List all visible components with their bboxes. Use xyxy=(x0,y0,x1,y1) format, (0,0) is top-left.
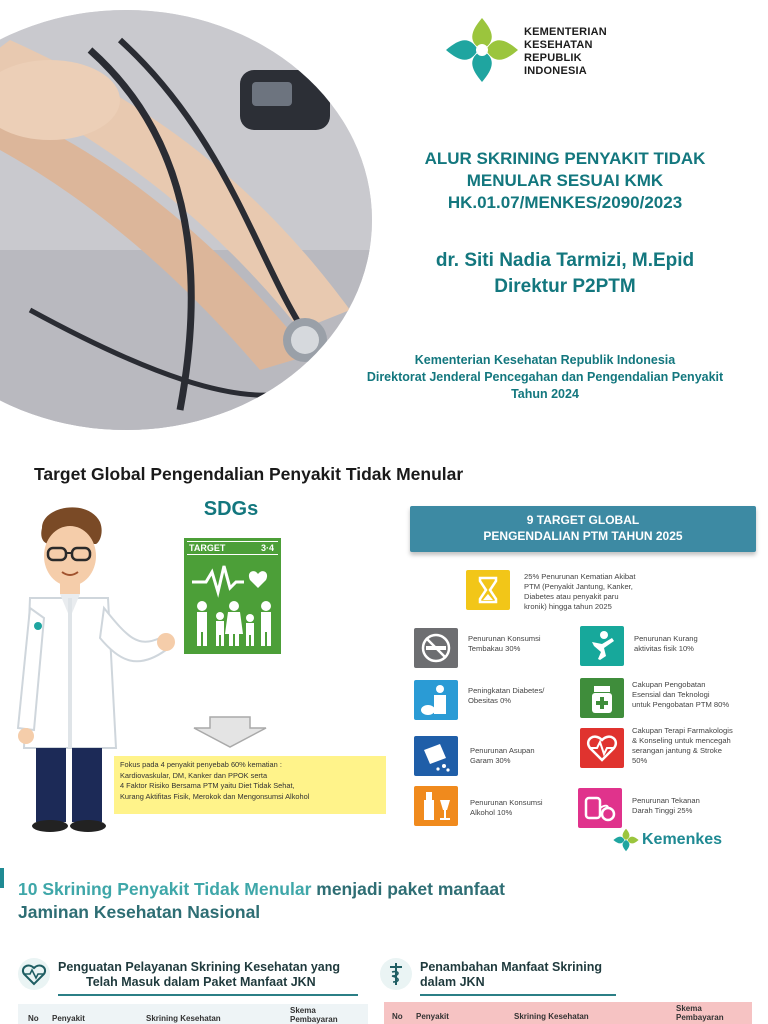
sdgs-label: SDGs xyxy=(203,498,259,520)
title-line: HK.01.07/MENKES/2090/2023 xyxy=(447,193,683,212)
target-line: aktivitas fisik 10% xyxy=(634,644,694,653)
panel-underline xyxy=(420,994,616,996)
target-line: untuk Pengobatan PTM 80% xyxy=(632,700,730,709)
target-text xyxy=(632,726,762,766)
global-target-slide xyxy=(0,446,768,858)
panel-title xyxy=(420,960,602,990)
target-text xyxy=(470,746,570,766)
hourglass-icon xyxy=(466,570,510,610)
target-line: Diabetes atau penyakit paru xyxy=(524,592,619,601)
org-line: Kementerian Kesehatan Republik Indonesia xyxy=(414,353,676,367)
sdg-target-card xyxy=(184,538,281,654)
focus-line: Kurang Aktifitas Fisik, Merokok dan Mengonsumsi Alkohol xyxy=(120,791,310,801)
panel-underline xyxy=(58,994,358,996)
title-line: MENULAR SESUAI KMK xyxy=(466,171,664,190)
logo-wordmark xyxy=(524,26,642,78)
blood-pressure-photo xyxy=(0,10,372,430)
slide-title: Target Global Pengendalian Penyakit Tidak Menular xyxy=(34,464,464,484)
title-line-2: Jaminan Kesehatan Nasional xyxy=(18,902,261,922)
org-line: Direktorat Jenderal Pencegahan dan Pengendalian Penyakit xyxy=(366,370,724,384)
column-header: Penyakit xyxy=(52,1014,85,1023)
target-line: 50% xyxy=(632,756,648,765)
logo-line: REPUBLIK xyxy=(524,52,582,64)
organization-block xyxy=(320,352,768,403)
obesity-icon xyxy=(414,680,458,720)
panel-title-line: Telah Masuk dalam Paket Manfaat JKN xyxy=(86,975,316,989)
column-header: Penyakit xyxy=(416,1012,449,1021)
target-line: Cakupan Pengobatan xyxy=(632,680,706,689)
jkn-screening-slide xyxy=(0,866,768,1024)
column-header: Skrining Kesehatan xyxy=(514,1012,589,1021)
heart-monitor-icon xyxy=(18,958,50,990)
target-line: Tembakau 30% xyxy=(468,644,521,653)
presenter-block xyxy=(360,248,768,300)
panel-title-line: dalam JKN xyxy=(420,975,485,989)
target-text xyxy=(632,680,760,710)
target-line: Alkohol 10% xyxy=(470,808,513,817)
focus-line: Fokus pada 4 penyakit penyebab 60% kematian : xyxy=(120,760,282,769)
no-smoking-icon xyxy=(414,628,458,668)
target-line: Penurunan Asupan xyxy=(470,746,535,755)
presenter-name: dr. Siti Nadia Tarmizi, M.Epid xyxy=(435,250,695,271)
target-line: Penurunan Konsumsi xyxy=(468,634,541,643)
focus-note xyxy=(114,756,386,814)
target-text xyxy=(632,796,742,816)
sdg-target-label: TARGET xyxy=(189,543,226,553)
sdg-target-number: 3·4 xyxy=(260,543,274,553)
medicine-icon xyxy=(580,678,624,718)
logo-line: KESEHATAN xyxy=(524,39,593,51)
target-text xyxy=(524,572,674,612)
title-line: ALUR SKRINING PENYAKIT TIDAK xyxy=(424,149,706,168)
banner-line: PENGENDALIAN PTM TAHUN 2025 xyxy=(483,529,683,543)
target-line: serangan jantung & Stroke xyxy=(632,746,722,755)
logo-line: INDONESIA xyxy=(524,65,587,77)
target-line: 25% Penurunan Kematian Akibat xyxy=(524,572,636,581)
column-header: Skrining Kesehatan xyxy=(146,1014,221,1023)
target-text xyxy=(634,634,744,654)
column-header: No xyxy=(28,1014,39,1023)
target-line: Obesitas 0% xyxy=(468,696,512,705)
target-line: Garam 30% xyxy=(470,756,511,765)
title-slide xyxy=(0,0,768,440)
focus-line: Kardiovaskular, DM, Kanker dan PPOK serta xyxy=(120,770,268,780)
title-rest: menjadi paket manfaat xyxy=(311,879,505,899)
target-line: Esensial dan Teknologi xyxy=(632,690,710,699)
target-line: Peningkatan Diabetes/ xyxy=(468,686,545,695)
target-line: Penurunan Tekanan xyxy=(632,796,700,805)
logo-line: KEMENTERIAN xyxy=(524,26,607,38)
target-text xyxy=(468,686,578,706)
target-line: & Konseling untuk mencegah xyxy=(632,736,731,745)
medical-symbol-icon xyxy=(380,958,412,990)
kemenkes-logo xyxy=(442,14,642,86)
org-line: Tahun 2024 xyxy=(511,387,579,401)
slide-title xyxy=(18,878,758,924)
column-header: Skema Pembayaran xyxy=(290,1006,338,1024)
target-line: PTM (Penyakit Jantung, Kanker, xyxy=(524,582,633,591)
target-line: Penurunan Konsumsi xyxy=(470,798,543,807)
panel-header-existing xyxy=(18,956,368,992)
global-target-banner xyxy=(410,506,756,552)
panel-title xyxy=(58,960,340,990)
table-header-additional xyxy=(384,1002,752,1024)
kemenkes-logo-mark-icon xyxy=(442,14,522,86)
target-line: Cakupan Terapi Farmakologis xyxy=(632,726,733,735)
target-line: Penurunan Kurang xyxy=(634,634,698,643)
focus-line: 4 Faktor Risiko Bersama PTM yaitu Diet Tidak Sehat, xyxy=(120,781,295,790)
presentation-title xyxy=(360,148,768,214)
salt-icon xyxy=(414,736,458,776)
banner-line: 9 TARGET GLOBAL xyxy=(526,513,640,527)
column-header: No xyxy=(392,1012,403,1021)
activity-icon xyxy=(580,626,624,666)
kemenkes-logo-mark-icon xyxy=(612,826,640,854)
blood-pressure-icon xyxy=(578,788,622,828)
target-line: Darah Tinggi 25% xyxy=(632,806,693,815)
panel-header-additional xyxy=(380,956,740,992)
family-health-icon xyxy=(188,558,277,650)
brand-name: Kemenkes xyxy=(642,831,723,848)
title-highlight: 10 Skrining Penyakit Tidak Menular xyxy=(18,879,312,899)
target-text xyxy=(468,634,568,654)
panel-title-line: Penambahan Manfaat Skrining xyxy=(420,960,602,974)
panel-title-line: Penguatan Pelayanan Skrining Kesehatan yang xyxy=(58,960,341,974)
column-header: Skema Pembayaran xyxy=(676,1004,724,1022)
target-line: kronik) hingga tahun 2025 xyxy=(524,602,612,611)
accent-bar xyxy=(0,868,4,888)
presenter-role: Direktur P2PTM xyxy=(494,276,636,297)
alcohol-icon xyxy=(414,786,458,826)
down-arrow-icon xyxy=(192,716,268,748)
table-header-existing xyxy=(18,1002,368,1024)
heart-icon xyxy=(580,728,624,768)
sdg-card-header xyxy=(187,541,278,555)
kemenkes-brand xyxy=(612,826,752,856)
target-text xyxy=(470,798,570,818)
